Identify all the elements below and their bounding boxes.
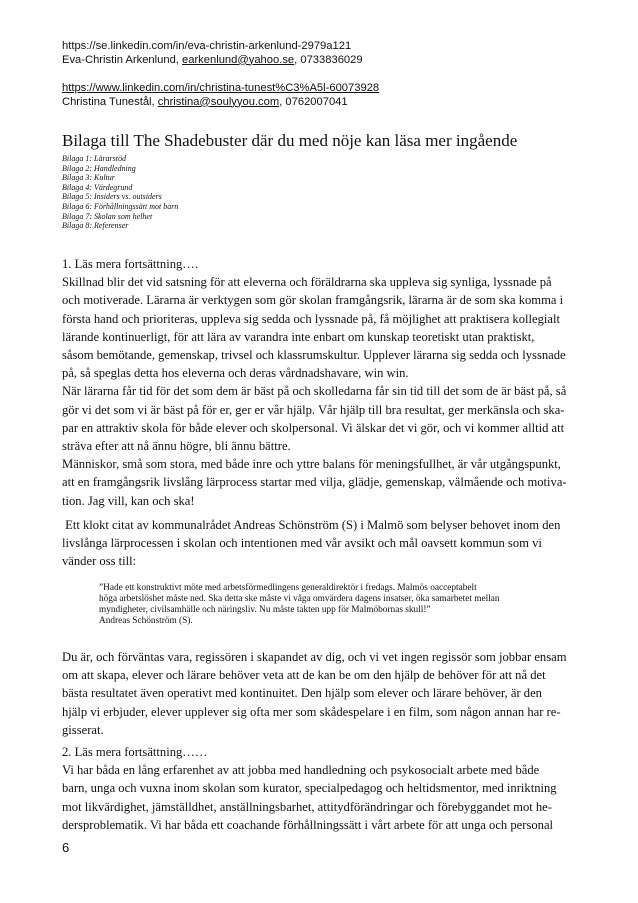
text-line: Du är, och förväntas vara, regissören i skapandet av dig, och vi vet ingen regissör som jobbar ensam: [62, 650, 567, 664]
text-line: lärande kontinuerligt, för att lära av varandra inte enbart om kunskap teoretiskt utan praktiskt,: [62, 329, 535, 344]
text-line: Skillnad blir det vid satsning för att eleverna och föräldrarna ska uppleva sig synliga, lyssnade på: [62, 275, 552, 290]
text-line: sträva efter att nå ännu högre, bli ännu bättre.: [62, 439, 291, 454]
annex-item: Bilaga 8: Referenser: [62, 221, 129, 231]
text-line: par en attraktiv skola för både elever och skolpersonal. Vi älskar det vi gör, och vi kommer alltid att: [62, 420, 565, 435]
contact-line: [62, 54, 582, 68]
contact-line: [62, 96, 582, 110]
text-line: gör vi det som vi är bäst på för er, ger er vår hjälp. Vår hjälp till bra resultat, ger merkänsla och ska-: [62, 402, 565, 417]
contact-phone: , 0762007041: [279, 95, 348, 108]
page-number: 6: [62, 840, 70, 855]
linkedin-link[interactable]: https://www.linkedin.com/in/christina-tunest%C3%A5l-60073928: [62, 82, 380, 94]
contact-block-1: [62, 40, 582, 67]
email-link[interactable]: christina@soulyyou.com: [157, 95, 280, 108]
text-line: såsom bemötande, gemenskap, trivsel och klassrumskultur. Upplever lärarna sig sedda och lyssnade: [62, 348, 566, 363]
quote-line: höga arbetslöshet måste ned. Ska detta ske måste vi våga omvärdera dagens insatser, öka samarbetet mellan: [99, 594, 500, 605]
text-line: på, så speglas detta hos eleverna och deras vårdnadshavare, win win.: [62, 366, 409, 381]
section-heading: 2. Läs mera fortsättning……: [62, 745, 208, 759]
text-line: hjälp vi erbjuder, elever upplever sig ofta mer som skådespelare i en film, som någon annan har re-: [62, 704, 561, 719]
annex-item: Bilaga 1: Lärarstöd: [62, 154, 127, 163]
text-line: När lärarna får tid för det som dem är bäst på och skolledarna får sin tid till det som de är bäst på, så: [62, 384, 567, 399]
text-line: Människor, små som stora, med både inre och yttre balans för meningsfullhet, är vår utgångspunkt,: [62, 457, 561, 472]
text-line: tion. Jag vill, kan och ska!: [62, 493, 195, 508]
section-3: [62, 648, 578, 739]
text-line: mot likvärdighet, jämställdhet, anställningsbarhet, attitydförändringar och förebyggandet mot he-: [62, 799, 552, 814]
text-line: och motiverade. Lärarna är verktygen som gör skolan framgångsrik, lärarna är de som ska komma i: [62, 293, 564, 308]
text-line: första hand och prioriteras, uppleva sig sedda och lyssnade på, få möjlighet att praktisera kollegialt: [62, 311, 561, 326]
quote-author: Andreas Schönström (S).: [99, 616, 193, 627]
section-1: [62, 255, 578, 510]
text-line: att en framgångsrik livslång lärprocess startar med vilja, glädje, gemenskap, välmående och motiva-: [62, 475, 567, 490]
contact-name: Eva-Christin Arkenlund,: [62, 53, 183, 66]
text-line: vänder oss till:: [62, 554, 137, 569]
contact-block-2: [62, 82, 582, 109]
contact-phone: , 0733836029: [294, 53, 363, 66]
section-2: [62, 516, 578, 571]
section-4: [62, 743, 578, 834]
contact-name: Christina Tunestål,: [62, 95, 158, 108]
annex-item: Bilaga 3: Kultur: [62, 173, 115, 183]
annex-item: Bilaga 5: Insiders vs. outsiders: [62, 192, 162, 202]
text-line: dersproblematik. Vi har båda ett coachande förhållningssätt i vårt arbete för att unga och personal: [62, 817, 554, 832]
text-line: Vi har båda en lång erfarenhet av att jobba med handledning och psykosocialt arbete med både: [62, 763, 540, 778]
text-line: bästa resultatet även operativt med kontinuitet. Den hjälp som elever och lärare behöver, är den: [62, 686, 542, 701]
text-line: gisserat.: [62, 722, 104, 737]
text-line: Ett klokt citat av kommunalrådet Andreas Schönström (S) i Malmö som belyser behovet inom den: [62, 518, 561, 532]
annex-item: Bilaga 6: Förhållningssätt mot barn: [62, 201, 179, 211]
page-heading: Bilaga till The Shadebuster där du med nöje kan läsa mer ingående: [62, 131, 518, 150]
text-line: livslånga lärprocessen i skolan och intentionen med vår avsikt och mål oavsett kommun som vi: [62, 536, 542, 551]
quote-line: ”Hade ett konstruktivt möte med arbetsförmedlingens generaldirektör i fredags. Malmös oacceptabelt: [99, 583, 477, 593]
email-link[interactable]: earkenlund@yahoo.se: [182, 53, 295, 66]
annex-list: [62, 154, 178, 231]
linkedin-link[interactable]: https://se.linkedin.com/in/eva-christin-arkenlund-2979a121: [62, 40, 352, 52]
annex-item: Bilaga 4: Värdegrund: [62, 182, 133, 192]
annex-item: Bilaga 2: Handledning: [62, 163, 136, 173]
text-line: om att skapa, elever och lärare behöver veta att de kan be om den hjälp de behöver för att nå det: [62, 668, 546, 683]
quote-line: myndigheter, civilsamhälle och näringsliv. Nu måste takten upp för Malmöbornas skull!”: [99, 605, 431, 616]
quote-block: [99, 583, 559, 627]
section-heading: 1. Läs mera fortsättning….: [62, 257, 199, 271]
annex-item: Bilaga 7: Skolan som helhet: [62, 211, 153, 221]
text-line: barn, unga och vuxna inom skolan som kurator, specialpedagog och heltidsmentor, med inriktning: [62, 781, 557, 796]
